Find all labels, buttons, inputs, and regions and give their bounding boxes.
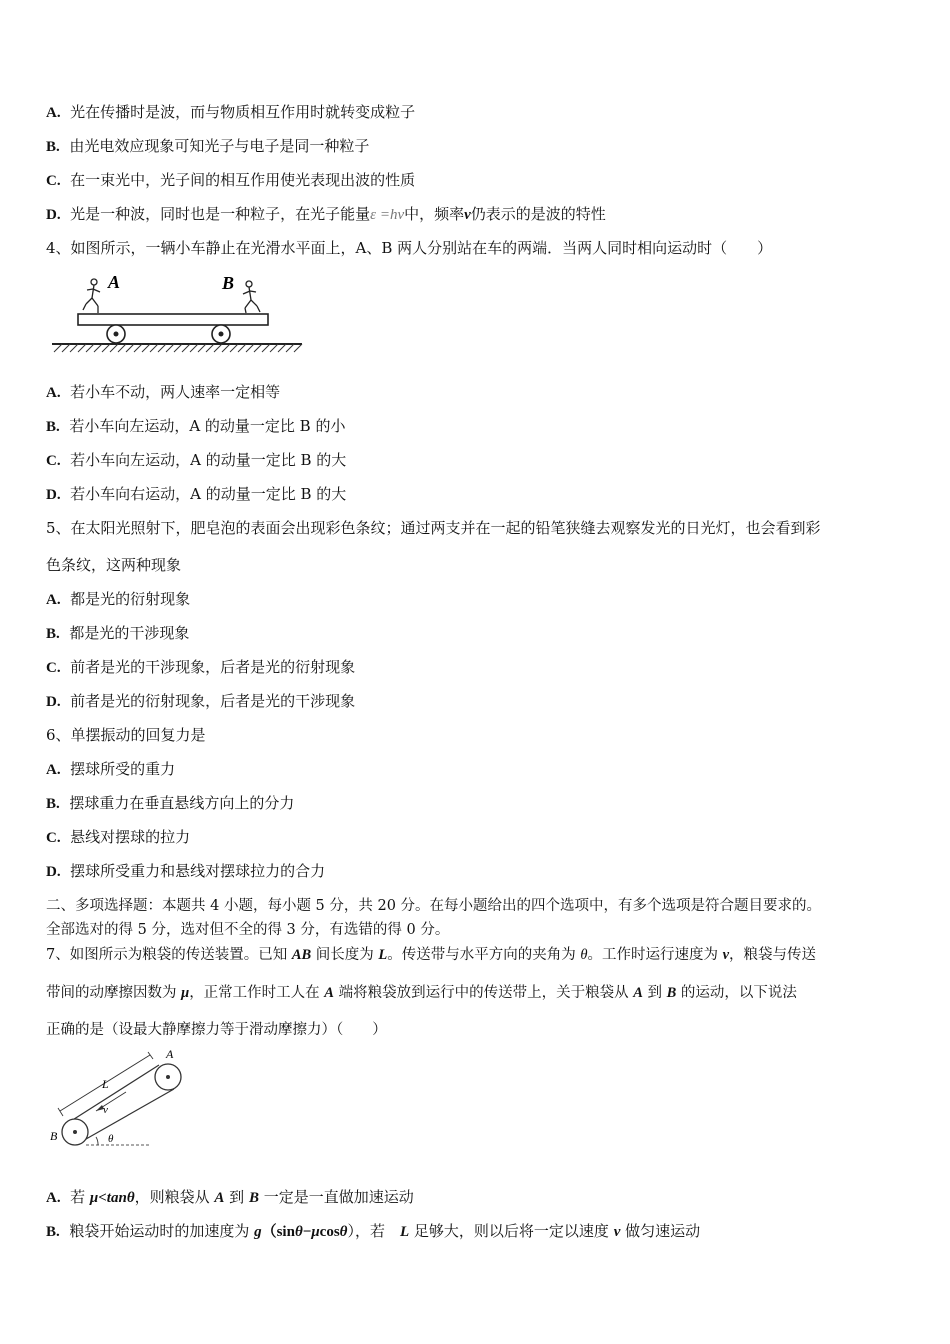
q5-option-a (46, 589, 190, 610)
person-a-icon (83, 279, 100, 313)
option-letter: C. (46, 453, 61, 469)
stem-text: 7、如图所示为粮袋的传送装置。已知 (46, 947, 292, 963)
stem-text: ，正常工作时工人在 (189, 985, 325, 1001)
symbol-l: L (399, 1224, 410, 1240)
symbol-b: B (666, 985, 677, 1001)
stem-text: 间长度为 (311, 947, 379, 963)
symbol-b: B (248, 1190, 259, 1206)
symbol-l: L (378, 947, 388, 963)
option-letter: A. (46, 762, 61, 778)
q4-option-d (46, 484, 346, 505)
symbol-theta: θ (294, 1224, 303, 1240)
option-text: 摆球所受的重力 (70, 760, 176, 778)
q4-option-c (46, 450, 346, 471)
symbol-a: A (633, 985, 643, 1001)
q7-option-b (46, 1221, 700, 1242)
photon-energy-formula: ε =hν (370, 207, 405, 223)
stem-text: 带间的动摩擦因数为 (46, 985, 182, 1001)
symbol-theta: θ (580, 947, 588, 963)
option-text: 若小车向左运动，A 的动量一定比 B 的小 (69, 417, 346, 435)
stem-text: 的运动，以下说法 (676, 985, 797, 1001)
option-text: 摆球重力在垂直悬线方向上的分力 (69, 794, 295, 812)
option-letter: D. (46, 207, 61, 223)
q5-stem-line2: 色条纹，这两种现象 (46, 556, 182, 574)
figure-label-b: B (222, 273, 235, 293)
option-text: 光在传播时是波，而与物质相互作用时就转变成粒子 (70, 103, 416, 121)
formula-text: cos (319, 1224, 340, 1240)
option-text: 仍表示的是波的特性 (470, 205, 606, 223)
option-text: 在一束光中，光子间的相互作用使光表现出波的性质 (70, 171, 416, 189)
figure-label-v: v (103, 1104, 108, 1116)
option-text: 摆球所受重力和悬线对摆球拉力的合力 (70, 862, 326, 880)
option-text: 粮袋开始运动时的加速度为 (69, 1222, 255, 1240)
option-text: 由光电效应现象可知光子与电子是同一种粒子 (69, 137, 370, 155)
option-letter: D. (46, 864, 61, 880)
q6-option-c (46, 827, 190, 848)
option-text: 前者是光的衍射现象，后者是光的干涉现象 (70, 692, 356, 710)
person-b-icon (243, 281, 260, 313)
figure-label-l: L (102, 1077, 109, 1091)
q3-option-d (46, 204, 606, 225)
q6-option-a (46, 759, 175, 780)
symbol-v: v (613, 1224, 621, 1240)
stem-text: 。传送带与水平方向的夹角为 (387, 947, 581, 963)
option-letter: B. (46, 1224, 60, 1240)
option-text: 中，频率 (404, 205, 465, 223)
q3-option-a (46, 102, 415, 123)
option-text: ，则粮袋从 (134, 1188, 215, 1206)
option-text: 光是一种波，同时也是一种粒子，在光子能量 (70, 205, 371, 223)
option-text: 若小车向右运动，A 的动量一定比 B 的大 (70, 485, 347, 503)
figure-label-b: B (50, 1129, 58, 1143)
q7-stem-line3: 正确的是（设最大静摩擦力等于滑动摩擦力）（ ） (46, 1022, 387, 1038)
section2-heading-line2: 全部选对的得 5 分，选对但不全的得 3 分，有选错的得 0 分。 (46, 922, 450, 938)
conveyor-figure (46, 1045, 196, 1150)
figure-label-a: A (166, 1047, 174, 1061)
figure-label-a: A (108, 272, 121, 292)
q7-stem-line1 (46, 945, 816, 965)
q3-option-c (46, 170, 415, 191)
option-letter: A. (46, 105, 61, 121)
q5-option-b (46, 623, 189, 644)
option-letter: C. (46, 173, 61, 189)
option-letter: D. (46, 694, 61, 710)
option-letter: B. (46, 419, 60, 435)
cart-figure (46, 268, 306, 358)
figure-label-theta: θ (108, 1133, 114, 1145)
option-letter: B. (46, 139, 60, 155)
option-text: 都是光的干涉现象 (69, 624, 190, 642)
stem-text: 。工作时运行速度为 (587, 947, 723, 963)
option-letter: D. (46, 487, 61, 503)
q7-option-a (46, 1187, 414, 1208)
q5-option-d (46, 691, 355, 712)
option-letter: A. (46, 385, 61, 401)
nu-symbol: ν (464, 207, 471, 223)
option-text: 若小车不动，两人速率一定相等 (70, 383, 281, 401)
formula-text: − (302, 1224, 312, 1240)
q4-stem: 4、如图所示，一辆小车静止在光滑水平面上，A、B 两人分别站在车的两端．当两人同时相向运动时（ ） (46, 239, 773, 257)
symbol-ab: AB (291, 947, 312, 963)
option-text: 悬线对摆球的拉力 (70, 828, 191, 846)
option-letter: C. (46, 830, 61, 846)
symbol-mu: μ (181, 985, 190, 1001)
option-text: ），若 (347, 1222, 400, 1240)
formula-text: （sin (261, 1224, 295, 1240)
q4-option-a (46, 382, 280, 403)
stem-text: 端将粮袋放到运行中的传送带上，关于粮袋从 (333, 985, 634, 1001)
q6-stem: 6、单摆振动的回复力是 (46, 726, 206, 744)
symbol-a: A (214, 1190, 225, 1206)
option-letter: B. (46, 626, 60, 642)
symbol-g: g (254, 1224, 262, 1240)
q7-stem-line2 (46, 983, 797, 1003)
option-letter: C. (46, 660, 61, 676)
symbol-mu: μ (311, 1224, 320, 1240)
q3-option-b (46, 136, 369, 157)
symbol-theta: θ (339, 1224, 348, 1240)
q5-stem-line1: 5、在太阳光照射下，肥皂泡的表面会出现彩色条纹；通过两支并在一起的铅笔狭缝去观察发光的日光灯，也会看到彩 (46, 519, 821, 537)
option-text: 若小车向左运动，A 的动量一定比 B 的大 (70, 451, 347, 469)
stem-text: 到 (642, 985, 667, 1001)
option-text: 足够大，则以后将一定以速度 (409, 1222, 614, 1240)
option-text: 做匀速运动 (620, 1222, 701, 1240)
q5-option-c (46, 657, 355, 678)
condition-formula: μ<tanθ (89, 1190, 135, 1206)
option-text: 一定是一直做加速运动 (258, 1188, 414, 1206)
option-text: 前者是光的干涉现象，后者是光的衍射现象 (70, 658, 356, 676)
option-letter: A. (46, 592, 61, 608)
option-letter: B. (46, 796, 60, 812)
stem-text: ，粮袋与传送 (729, 947, 817, 963)
q6-option-b (46, 793, 294, 814)
symbol-v: v (722, 947, 730, 963)
q6-option-d (46, 861, 325, 882)
option-text: 若 (70, 1188, 90, 1206)
option-letter: A. (46, 1190, 61, 1206)
option-text: 都是光的衍射现象 (70, 590, 191, 608)
section2-heading-line1: 二、多项选择题：本题共 4 小题，每小题 5 分，共 20 分。在每小题给出的四个选项中，有多个选项是符合题目要求的。 (46, 898, 822, 914)
option-text: 到 (224, 1188, 249, 1206)
symbol-a: A (324, 985, 334, 1001)
q4-option-b (46, 416, 345, 437)
